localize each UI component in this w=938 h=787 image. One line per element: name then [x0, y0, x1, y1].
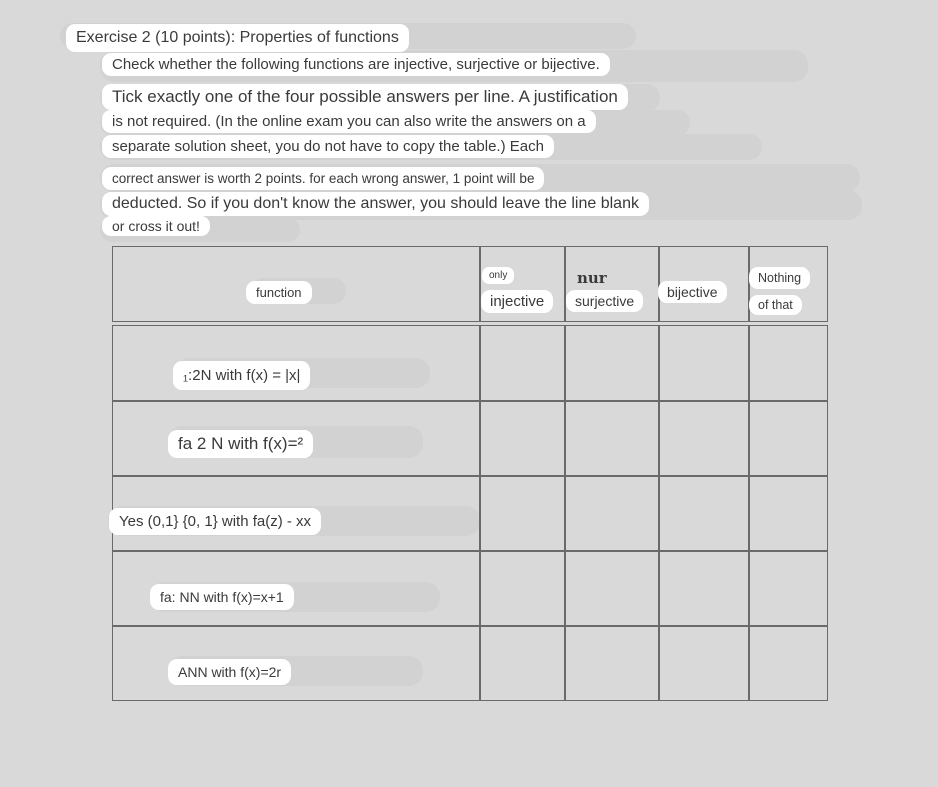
instruction-2-line-3: separate solution sheet, you do not have to copy the table.) Each: [102, 135, 554, 158]
row-1-injective-cell[interactable]: [481, 327, 563, 399]
row-1-bijective-cell[interactable]: [660, 327, 747, 399]
header-nothing: Nothing: [749, 267, 810, 289]
exercise-title: Exercise 2 (10 points): Properties of functions: [66, 24, 409, 52]
row-4-bijective-cell[interactable]: [660, 552, 747, 624]
row-5-function: ANN with f(x)=2r: [168, 659, 291, 685]
header-function: function: [246, 281, 312, 304]
row-4-nothing-cell[interactable]: [750, 552, 826, 624]
row-4-function: fa: NN with f(x)=x+1: [150, 584, 294, 610]
instruction-3-line-1: correct answer is worth 2 points. for each wrong answer, 1 point will be: [102, 167, 544, 190]
row-5-nothing-cell[interactable]: [750, 627, 826, 699]
row-2-function: fa 2 N with f(x)=²: [168, 430, 313, 458]
row-3-injective-cell[interactable]: [481, 477, 563, 549]
row-2-nothing-cell[interactable]: [750, 402, 826, 474]
row-5-injective-cell[interactable]: [481, 627, 563, 699]
instruction-2-line-2: is not required. (In the online exam you can also write the answers on a: [102, 110, 596, 133]
row-4-injective-cell[interactable]: [481, 552, 563, 624]
row-2-bijective-cell[interactable]: [660, 402, 747, 474]
header-surjective: surjective: [566, 290, 643, 312]
instruction-3-line-2: deducted. So if you don't know the answer, you should leave the line blank: [102, 192, 649, 216]
column-divider: [479, 246, 481, 322]
header-of-that: of that: [749, 295, 802, 315]
row-5-surjective-cell[interactable]: [566, 627, 657, 699]
row-1-nothing-cell[interactable]: [750, 327, 826, 399]
row-3-surjective-cell[interactable]: [566, 477, 657, 549]
row-1-surjective-cell[interactable]: [566, 327, 657, 399]
row-2-surjective-cell[interactable]: [566, 402, 657, 474]
column-divider: [564, 246, 566, 322]
row-5-bijective-cell[interactable]: [660, 627, 747, 699]
header-only: only: [482, 267, 514, 284]
row-3-bijective-cell[interactable]: [660, 477, 747, 549]
instruction-2-line-1: Tick exactly one of the four possible answers per line. A justification: [102, 84, 628, 110]
instruction-3-line-3: or cross it out!: [102, 216, 210, 236]
header-injective: injective: [481, 290, 553, 313]
row-4-surjective-cell[interactable]: [566, 552, 657, 624]
row-1-function: ₁:2N with f(x) = |x|: [173, 361, 310, 390]
header-nur: nur: [577, 269, 607, 287]
row-3-function: Yes (0,1} {0, 1} with fa(z) - xx: [109, 508, 321, 535]
row-3-nothing-cell[interactable]: [750, 477, 826, 549]
header-bijective: bijective: [658, 281, 727, 303]
instruction-1: Check whether the following functions are injective, surjective or bijective.: [102, 53, 610, 76]
row-2-injective-cell[interactable]: [481, 402, 563, 474]
